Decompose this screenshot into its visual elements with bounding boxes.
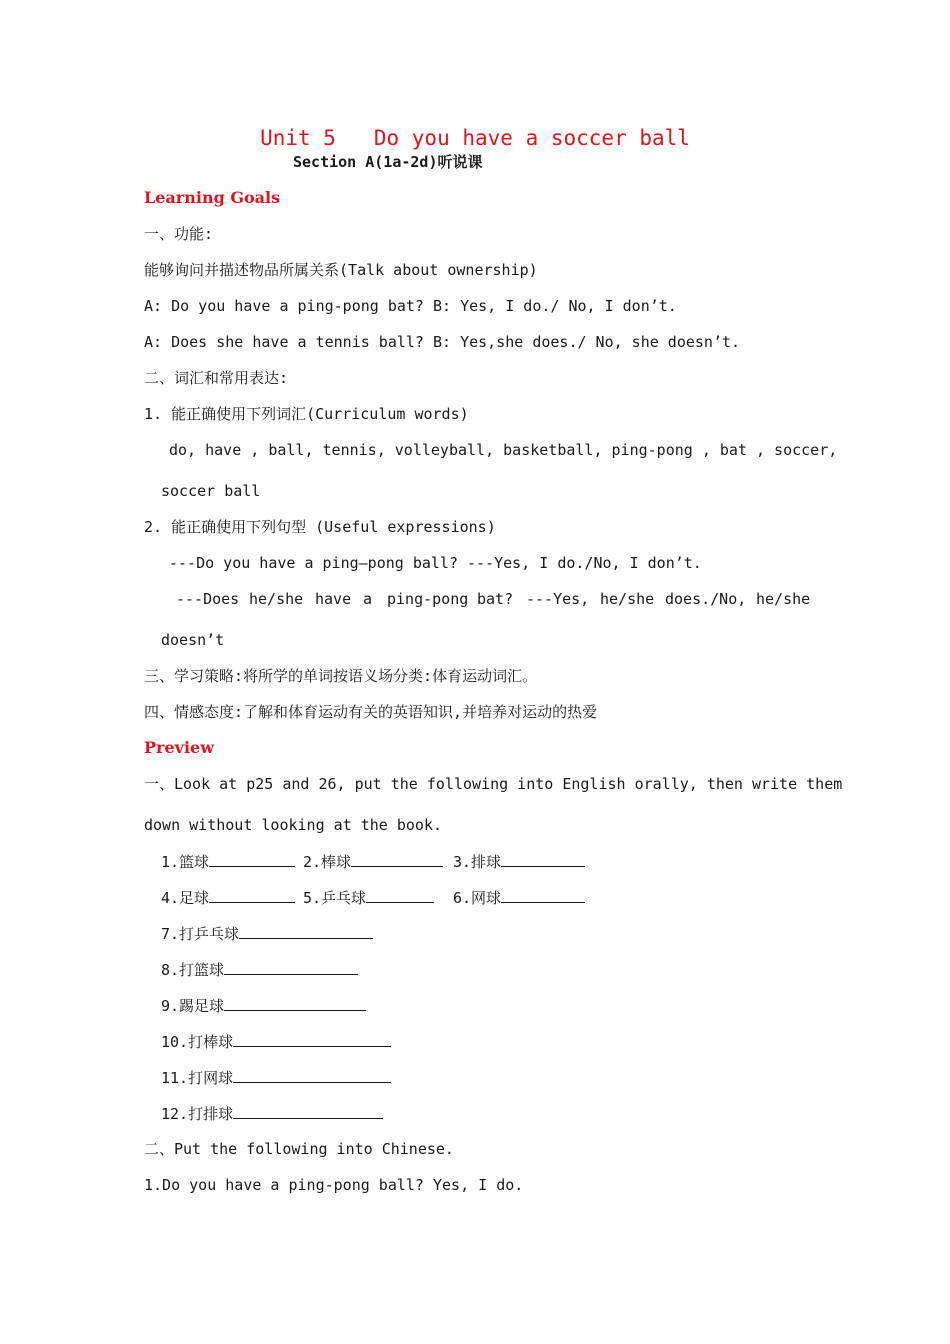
dialog-line-2: A: Does she have a tennis ball? B: Yes,she does./ No, she doesn’t. [144,333,741,351]
vocab-item-1: 1. 能正确使用下列词汇(Curriculum words) [144,405,469,423]
task1-instruction-line-1: 一、Look at p25 and 26, put the following into English orally, then write them [144,775,843,793]
answer-blank[interactable] [233,1103,383,1119]
answer-blank[interactable] [233,1031,391,1047]
expr2-word: bat? [477,590,514,608]
expr2-word: he/she [600,590,655,608]
exercise-item [303,851,443,872]
expr2-word: does./No, [665,590,747,608]
expression-2-line-2: doesn’t [161,631,225,649]
answer-blank[interactable] [233,1067,391,1083]
vocab-heading: 二、词汇和常用表达: [144,369,289,387]
dialog-line-1: A: Do you have a ping-pong bat? B: Yes, I do./ No, I don’t. [144,297,677,315]
expr2-word: he/she [756,590,811,608]
exercise-item [453,887,585,908]
item-label: 4.足球 [161,889,210,907]
exercise-item [161,851,295,872]
expr2-word: have [315,590,352,608]
function-heading: 一、功能: [144,225,214,243]
exercise-item [161,959,358,980]
expr2-word: ping-pong [387,590,469,608]
answer-blank[interactable] [351,851,443,867]
exercise-item [161,1103,383,1124]
item-label: 3.排球 [453,853,502,871]
item-label: 9.踢足球 [161,997,225,1015]
task1-instruction-line-2: down without looking at the book. [144,816,443,834]
exercise-item [161,887,295,908]
item-label: 7.打乒乓球 [161,925,240,943]
vocab-words-line-1: do, have , ball, tennis, volleyball, basketball, ping-pong , bat , soccer, [169,441,838,459]
item-label: 5.乒乓球 [303,889,367,907]
answer-blank[interactable] [239,923,373,939]
item-label: 12.打排球 [161,1105,234,1123]
vocab-words-line-2: soccer ball [161,482,261,500]
expr2-word: he/she [249,590,304,608]
vocab-item-2: 2. 能正确使用下列句型 (Useful expressions) [144,518,496,536]
answer-blank[interactable] [224,995,366,1011]
answer-blank[interactable] [501,851,585,867]
exercise-item [161,995,366,1016]
answer-blank[interactable] [209,887,295,903]
item-label: 11.打网球 [161,1069,234,1087]
exercise-item [303,887,434,908]
item-label: 1.篮球 [161,853,210,871]
learning-goals-heading: Learning Goals [144,188,281,207]
preview-heading: Preview [144,738,214,757]
learning-strategy: 三、学习策略:将所学的单词按语义场分类:体育运动词汇。 [144,667,538,685]
task2-item-1: 1.Do you have a ping-pong ball? Yes, I do. [144,1176,524,1194]
expression-1: ---Do you have a ping–pong ball? ---Yes, I do./No, I don’t. [169,554,702,572]
function-description: 能够询问并描述物品所属关系(Talk about ownership) [144,261,538,279]
answer-blank[interactable] [501,887,585,903]
expr2-word: ---Does [176,590,240,608]
item-label: 2.棒球 [303,853,352,871]
exercise-item [453,851,585,872]
item-label: 6.网球 [453,889,502,907]
emotional-attitude: 四、情感态度:了解和体育运动有关的英语知识,并培养对运动的热爱 [144,703,598,721]
expr2-word: a [363,590,373,608]
expr2-word: ---Yes, [526,590,590,608]
page-subtitle: Section A(1a-2d)听说课 [293,153,483,171]
exercise-item [161,923,373,944]
answer-blank[interactable] [224,959,358,975]
answer-blank[interactable] [209,851,295,867]
page-title: Unit 5 Do you have a soccer ball [260,126,690,150]
task2-instruction: 二、Put the following into Chinese. [144,1140,454,1158]
answer-blank[interactable] [366,887,434,903]
exercise-item [161,1067,391,1088]
item-label: 8.打篮球 [161,961,225,979]
item-label: 10.打棒球 [161,1033,234,1051]
exercise-item [161,1031,391,1052]
